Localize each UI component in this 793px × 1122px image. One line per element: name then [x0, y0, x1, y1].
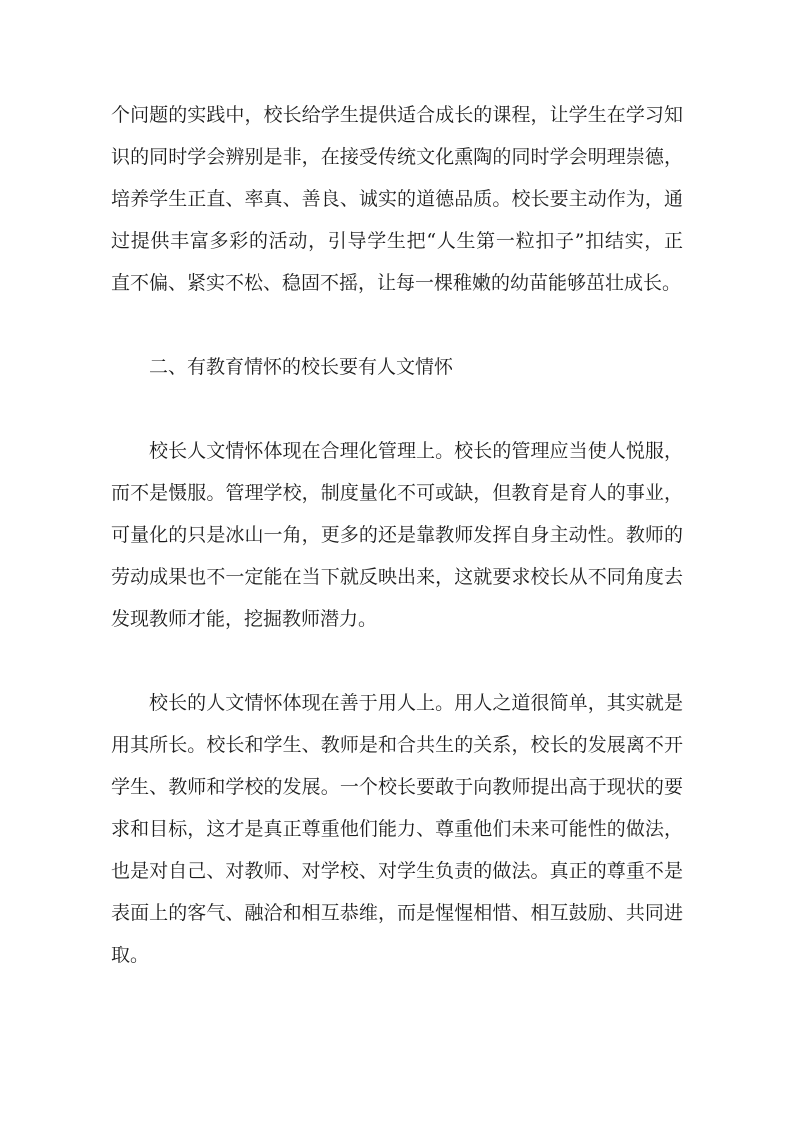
text-line: 直不偏、紧实不松、稳固不摇，让每一棵稚嫩的幼苗能够茁壮成长。 [111, 272, 682, 294]
document-content [111, 94, 683, 976]
text-line: 取。 [111, 944, 150, 966]
text-line: 发现教师才能，挖掘教师潜力。 [111, 608, 378, 630]
text-line: 用其所长。校长和学生、教师是和合共生的关系，校长的发展离不开 [111, 734, 683, 756]
text-line: 校长的人文情怀体现在善于用人上。用人之道很简单，其实就是 [149, 692, 683, 714]
paragraph [111, 94, 683, 304]
text-line: 个问题的实践中，校长给学生提供适合成长的课程，让学生在学习知 [111, 104, 683, 126]
text-line: 劳动成果也不一定能在当下就反映出来，这就要求校长从不同角度去 [111, 566, 683, 588]
text-line: 表面上的客气、融洽和相互恭维，而是惺惺相惜、相互鼓励、共同进 [111, 902, 683, 924]
text-line: 培养学生正直、率真、善良、诚实的道德品质。校长要主动作为，通 [111, 188, 683, 210]
heading-text-line: 二、有教育情怀的校长要有人文情怀 [149, 356, 454, 378]
text-line: 识的同时学会辨别是非，在接受传统文化熏陶的同时学会明理崇德， [111, 146, 683, 168]
text-line: 学生、教师和学校的发展。一个校长要敢于向教师提出高于现状的要 [111, 776, 683, 798]
paragraph [111, 430, 683, 640]
text-line: 过提供丰富多彩的活动，引导学生把“人生第一粒扣子”扣结实，正 [111, 230, 683, 252]
section-heading [111, 346, 683, 388]
text-line: 而不是慑服。管理学校，制度量化不可或缺，但教育是育人的事业， [111, 482, 683, 504]
text-line: 求和目标，这才是真正尊重他们能力、尊重他们未来可能性的做法， [111, 818, 683, 840]
text-line: 也是对自己、对教师、对学校、对学生负责的做法。真正的尊重不是 [111, 860, 683, 882]
text-line: 校长人文情怀体现在合理化管理上。校长的管理应当使人悦服， [149, 440, 683, 462]
paragraph [111, 682, 683, 976]
text-line: 可量化的只是冰山一角，更多的还是靠教师发挥自身主动性。教师的 [111, 524, 683, 546]
